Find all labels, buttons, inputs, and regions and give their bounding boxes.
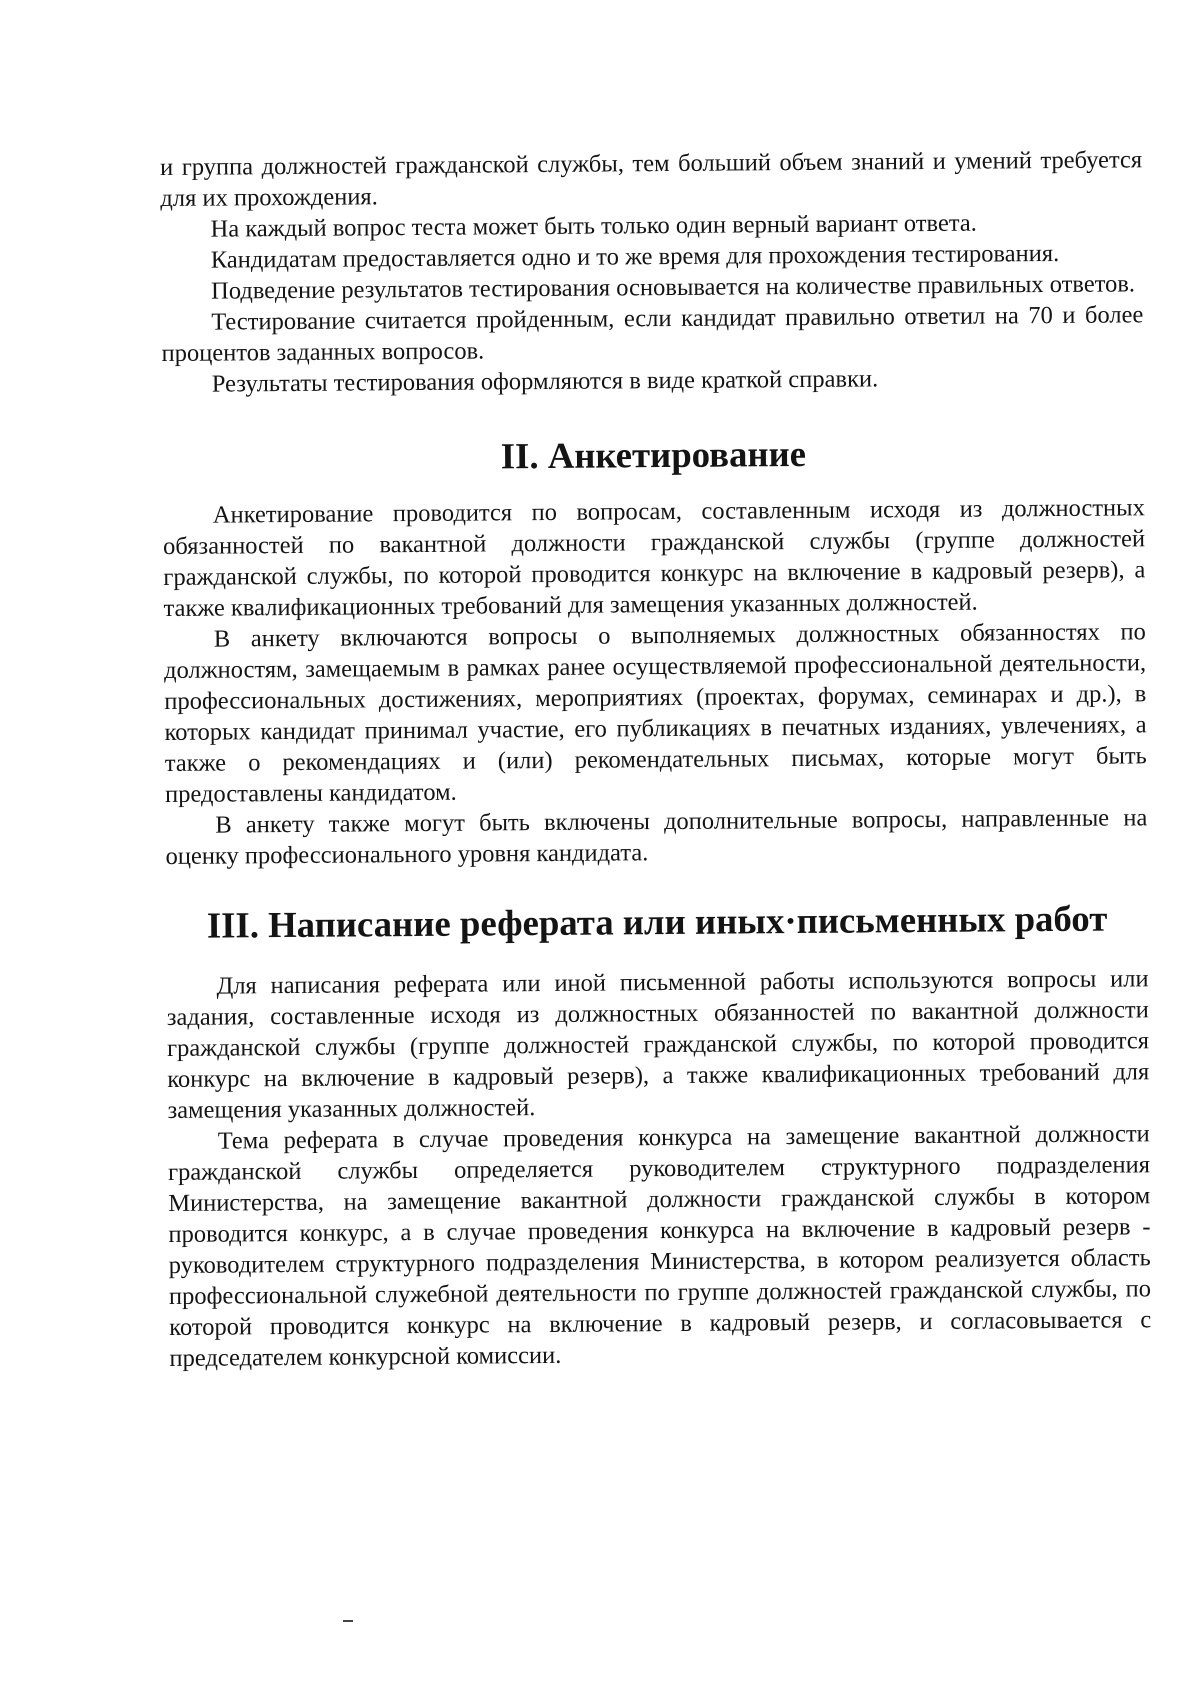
paragraph-pass-threshold: Тестирование считается пройденным, если кандидат правильно ответил на 70 и более процентов заданных вопросов. bbox=[161, 301, 1144, 367]
paragraph-questionnaire-contents: В анкету включаются вопросы о выполняемых должностных обязанностях по должностям, замещаемым в рамках ранее осуществляемой профессиональной деятельности, профессиональных достижениях, мероприятиях (проектах, форумах, семинарах и др.), в которых кандидат принимал участие, его публикациях в печатных изданиях, увлечениях, а также о рекомендациях и (или) рекомендательных письмах, которые могут быть предоставлены кандидатом. bbox=[163, 618, 1147, 808]
paragraph-single-answer: На каждый вопрос теста может быть только один верный вариант ответа. bbox=[210, 209, 977, 243]
paragraph-questionnaire-additional: В анкету также могут быть включены дополнительные вопросы, направленные на оценку профессионального уровня кандидата. bbox=[165, 804, 1148, 870]
section-heading-essay: III. Написание реферата или иных·письменных работ bbox=[206, 897, 1108, 946]
paragraph-results-basis: Подведение результатов тестирования основывается на количестве правильных ответов. bbox=[210, 270, 1136, 305]
paragraph-essay-topic: Тема реферата в случае проведения конкурса на замещение вакантной должности гражданской службы определяется руководителем структурного подразделения Министерства, на замещение вакантной должности гражданской службы в котором проводится конкурс, а в случае проведения конкурса на включение в кадровый резерв - руководителем структурного подразделения Министерства, в котором реализуется область профессиональной служебной деятельности по группе должностей гражданской службы, по которой проводится конкурс на включение в кадровый резерв, и согласовывается с председателем конкурсной комиссии. bbox=[167, 1120, 1152, 1372]
paragraph-equal-time: Кандидатам предоставляется одно и то же время для прохождения тестирования. bbox=[210, 239, 1060, 274]
document-body bbox=[160, 144, 1152, 1374]
section-heading-questionnaire: II. Анкетирование bbox=[500, 432, 807, 477]
paragraph-results-format: Результаты тестирования оформляются в виде краткой справки. bbox=[211, 365, 879, 398]
scan-mark bbox=[343, 1620, 353, 1622]
paragraph-questionnaire-basis: Анкетирование проводится по вопросам, составленным исходя из должностных обязанностей по вакантной должности гражданской службы (группе должностей гражданской службы, по которой проводится конкурс на включение в кадровый резерв), а также квалификационных требований для замещения указанных должностей. bbox=[162, 494, 1146, 622]
paragraph-continuation: и группа должностей гражданской службы, тем больший объем знаний и умений требуется для их прохождения. bbox=[160, 146, 1143, 212]
paragraph-essay-questions: Для написания реферата или иной письменной работы используются вопросы или задания, составленные исходя из должностных обязанностей по вакантной должности гражданской службы (группе должностей гражданской службы, по которой проводится конкурс на включение в кадровый резерв), а также квалификационных требований для замещения указанных должностей. bbox=[166, 965, 1150, 1124]
